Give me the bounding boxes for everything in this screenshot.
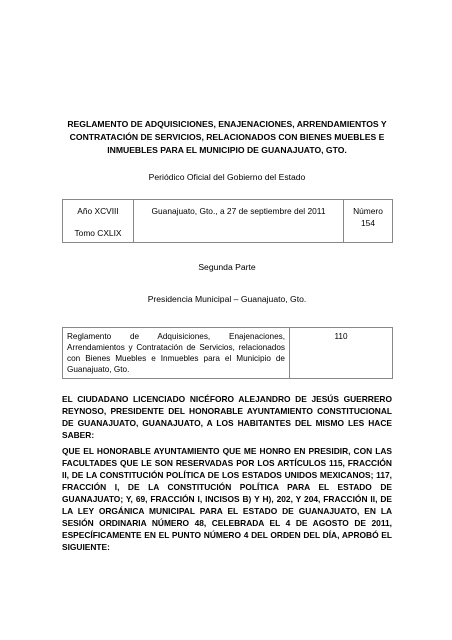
- presidencia-line: Presidencia Municipal – Guanajuato, Gto.: [147, 294, 307, 304]
- issue-table: [62, 199, 393, 243]
- index-entry-cell: Reglamento de Adquisiciones, Enajenaciones, Arrendamientos y Contratación de Servicios, relacionados con Bienes Muebles e Inmuebles para el Municipio de Guanajuato, Gto.: [63, 328, 290, 379]
- segunda-parte-line: Segunda Parte: [198, 262, 256, 272]
- periodico-line: Periódico Oficial del Gobierno del Estado: [148, 172, 306, 182]
- document-title: REGLAMENTO DE ADQUISICIONES, ENAJENACIONES, ARRENDAMIENTOS Y CONTRATACIÓN DE SERVICIOS, RELACIONADOS CON BIENES MUEBLES E INMUEBLES PARA EL MUNICIPIO DE GUANAJUATO, GTO.: [67, 119, 387, 155]
- ano-text: Año XCVIII: [77, 206, 119, 216]
- intro-paragraph: EL CIUDADANO LICENCIADO NICÉFORO ALEJANDRO DE JESÚS GUERRERO REYNOSO, PRESIDENTE DEL HONORABLE AYUNTAMIENTO CONSTITUCIONAL DE GUANAJUATO, GUANAJUATO, A LOS HABITANTES DEL MISMO LES HACE SABER:: [62, 394, 392, 440]
- issue-number-cell: Número 154: [344, 200, 393, 243]
- index-table: [62, 327, 393, 379]
- index-page-cell: 110: [290, 328, 393, 379]
- approval-paragraph: QUE EL HONORABLE AYUNTAMIENTO QUE ME HONRO EN PRESIDIR, CON LAS FACULTADES QUE LE SON RESERVADAS POR LOS ARTÍCULOS 115, FRACCIÓN II, DE LA CONSTITUCIÓN POLÍTICA DE LOS ESTADOS UNIDOS MEXICANOS; 117, FRACCIÓN I, DE LA CONSTITUCIÓN POLÍTICA PARA EL ESTADO DE GUANAJUATO; Y, 69, FRACCIÓN I, INCISOS B) Y H), 202, Y 204, FRACCIÓN II, DE LA LEY ORGÁNICA MUNICIPAL PARA EL ESTADO DE GUANAJUATO, EN LA SESIÓN ORDINARIA NÚMERO 48, CELEBRADA EL 4 DE AGOSTO DE 2011, ESPECÍFICAMENTE EN EL PUNTO NÚMERO 4 DEL ORDEN DEL DÍA, APROBÓ EL SIGUIENTE:: [62, 446, 392, 552]
- tomo-text: Tomo CXLIX: [74, 228, 122, 238]
- issue-place-date-cell: Guanajuato, Gto., a 27 de septiembre del 2011: [134, 200, 344, 243]
- issue-volume-cell: [63, 200, 134, 243]
